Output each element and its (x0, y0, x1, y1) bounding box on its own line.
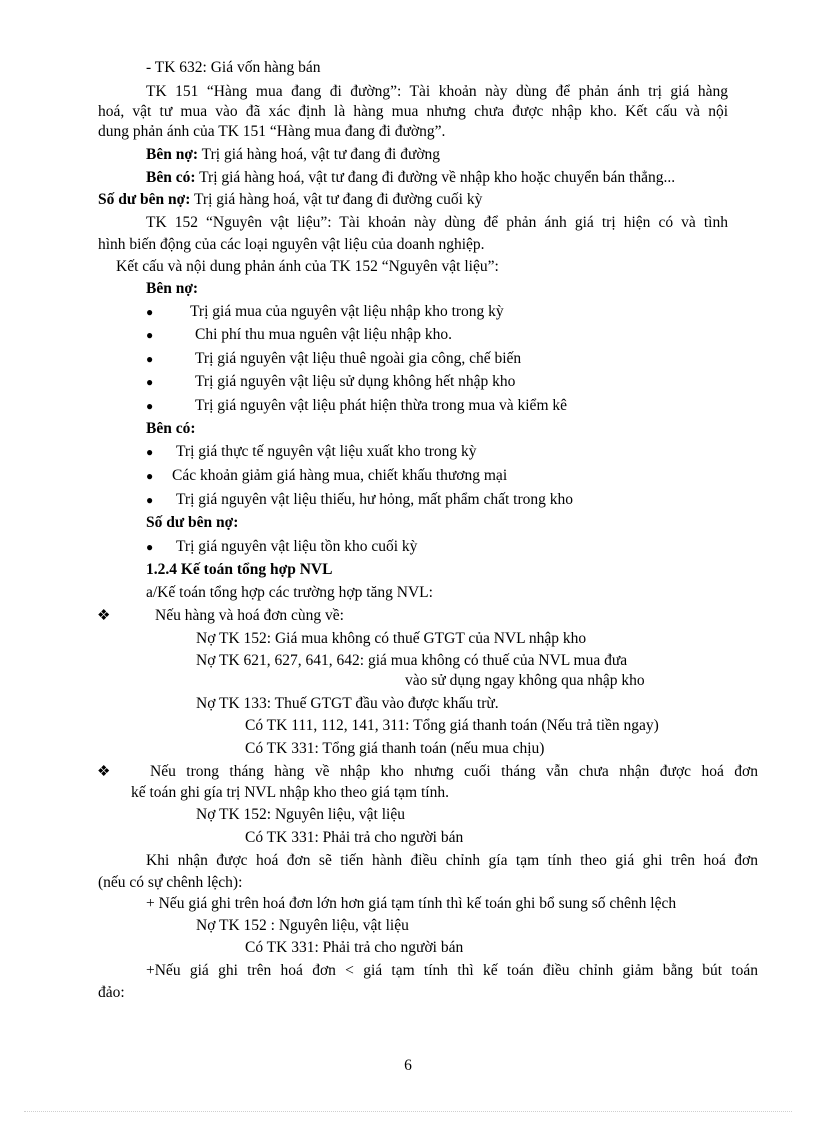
bullet-item: Trị giá nguyên vật liệu thiếu, hư hỏng, mất phẩm chất trong kho (176, 491, 573, 508)
bullet-dot-icon: ● (146, 375, 154, 389)
journal-debit: Nợ TK 621, 627, 641, 642: giá mua không có thuế của NVL mua đưa (196, 652, 628, 669)
credit-heading: Bên có: (146, 420, 196, 437)
balance-heading: Số dư bên nợ: (146, 514, 239, 531)
journal-credit: Có TK 331: Phải trả cho người bán (245, 939, 464, 956)
debit-heading: Bên nợ: (146, 280, 199, 297)
bullet-dot-icon: ● (146, 445, 154, 459)
bullet-dot-icon: ● (146, 399, 154, 413)
balance-text: Trị giá hàng hoá, vật tư đang đi đường cuối kỳ (190, 191, 483, 208)
debit-label: Bên nợ: (146, 146, 199, 163)
bullet-dot-icon: ● (146, 469, 154, 483)
paragraph-line: TK 152 “Nguyên vật liệu”: Tài khoản này dùng để phản ánh giá trị hiện có và tình (146, 214, 728, 231)
bullet-dot-icon: ● (146, 493, 154, 507)
page-number: 6 (404, 1057, 412, 1074)
journal-debit: Nợ TK 152: Nguyên liệu, vật liệu (196, 806, 405, 823)
bullet-dot-icon: ● (146, 328, 154, 342)
bullet-item: Chi phí thu mua nguên vật liệu nhập kho. (195, 326, 453, 343)
paragraph-line: dung phản ánh của TK 151 “Hàng mua đang đi đường”. (98, 123, 446, 140)
debit-line (146, 145, 440, 165)
credit-line (146, 168, 675, 188)
bullet-dot-icon: ● (146, 352, 154, 366)
text-line: - TK 632: Giá vốn hàng bán (146, 59, 321, 76)
bullet-item: Trị giá nguyên vật liệu phát hiện thừa trong mua và kiểm kê (195, 397, 567, 414)
footer-divider (24, 1111, 792, 1112)
credit-label: Bên có: (146, 169, 196, 186)
bullet-item: Trị giá nguyên vật liệu sử dụng không hết nhập kho (195, 373, 516, 390)
paragraph-line: hoá, vật tư mua vào đã xác định là hàng mua nhưng chưa được nhập kho. Kết cấu và nội (98, 103, 728, 120)
journal-debit: Nợ TK 152 : Nguyên liệu, vật liệu (196, 917, 409, 934)
bullet-item: Trị giá thực tế nguyên vật liệu xuất kho trong kỳ (176, 443, 477, 460)
credit-text: Trị giá hàng hoá, vật tư đang đi đường về nhập kho hoặc chuyển bán thẳng... (195, 169, 676, 186)
journal-debit-cont: vào sử dụng ngay không qua nhập kho (405, 672, 645, 689)
paragraph-line: +Nếu giá ghi trên hoá đơn < giá tạm tính thì kế toán điều chỉnh giảm bằng bút toán (146, 962, 758, 979)
paragraph-line: (nếu có sự chênh lệch): (98, 874, 243, 891)
case-heading: Nếu hàng và hoá đơn cùng về: (155, 607, 344, 624)
balance-label: Số dư bên nợ: (98, 191, 191, 208)
bullet-item: Trị giá mua của nguyên vật liệu nhập kho trong kỳ (190, 303, 504, 320)
bullet-dot-icon: ● (146, 540, 154, 554)
journal-credit: Có TK 331: Phải trả cho người bán (245, 829, 464, 846)
paragraph-line: hình biến động của các loại nguyên vật liệu của doanh nghiệp. (98, 236, 485, 253)
journal-credit: Có TK 331: Tổng giá thanh toán (nếu mua chịu) (245, 740, 545, 757)
journal-debit: Nợ TK 133: Thuế GTGT đầu vào được khấu trừ. (196, 695, 499, 712)
paragraph-line: đảo: (98, 984, 125, 1001)
bullet-item: Trị giá nguyên vật liệu thuê ngoài gia công, chế biến (195, 350, 522, 367)
bullet-item: Các khoản giảm giá hàng mua, chiết khấu thương mại (172, 467, 508, 484)
four-diamond-icon: ❖ (97, 608, 111, 624)
four-diamond-icon: ❖ (97, 764, 111, 780)
paragraph-line: Khi nhận được hoá đơn sẽ tiến hành điều chỉnh gía tạm tính theo giá ghi trên hoá đơn (146, 852, 758, 869)
journal-debit: Nợ TK 152: Giá mua không có thuế GTGT của NVL nhập kho (196, 630, 587, 647)
bullet-item: Trị giá nguyên vật liệu tồn kho cuối kỳ (176, 538, 418, 555)
paragraph-line: Kết cấu và nội dung phản ánh của TK 152 “Nguyên vật liệu”: (116, 258, 499, 275)
paragraph-line: + Nếu giá ghi trên hoá đơn lớn hơn giá tạm tính thì kế toán ghi bổ sung số chênh lệch (146, 895, 677, 912)
case-heading-cont: kế toán ghi gía trị NVL nhập kho theo giá tạm tính. (131, 784, 449, 801)
subsection-heading: a/Kế toán tổng hợp các trường hợp tăng NVL: (146, 584, 433, 601)
journal-credit: Có TK 111, 112, 141, 311: Tổng giá thanh toán (Nếu trả tiền ngay) (245, 717, 659, 734)
debit-text: Trị giá hàng hoá, vật tư đang đi đường (198, 146, 441, 163)
paragraph-line: TK 151 “Hàng mua đang đi đường”: Tài khoản này dùng để phản ánh trị giá hàng (146, 83, 728, 100)
case-heading: Nếu trong tháng hàng về nhập kho nhưng cuối tháng vẫn chưa nhận được hoá đơn (150, 763, 758, 780)
section-heading: 1.2.4 Kế toán tổng hợp NVL (146, 561, 333, 578)
bullet-dot-icon: ● (146, 305, 154, 319)
balance-line (98, 190, 482, 210)
